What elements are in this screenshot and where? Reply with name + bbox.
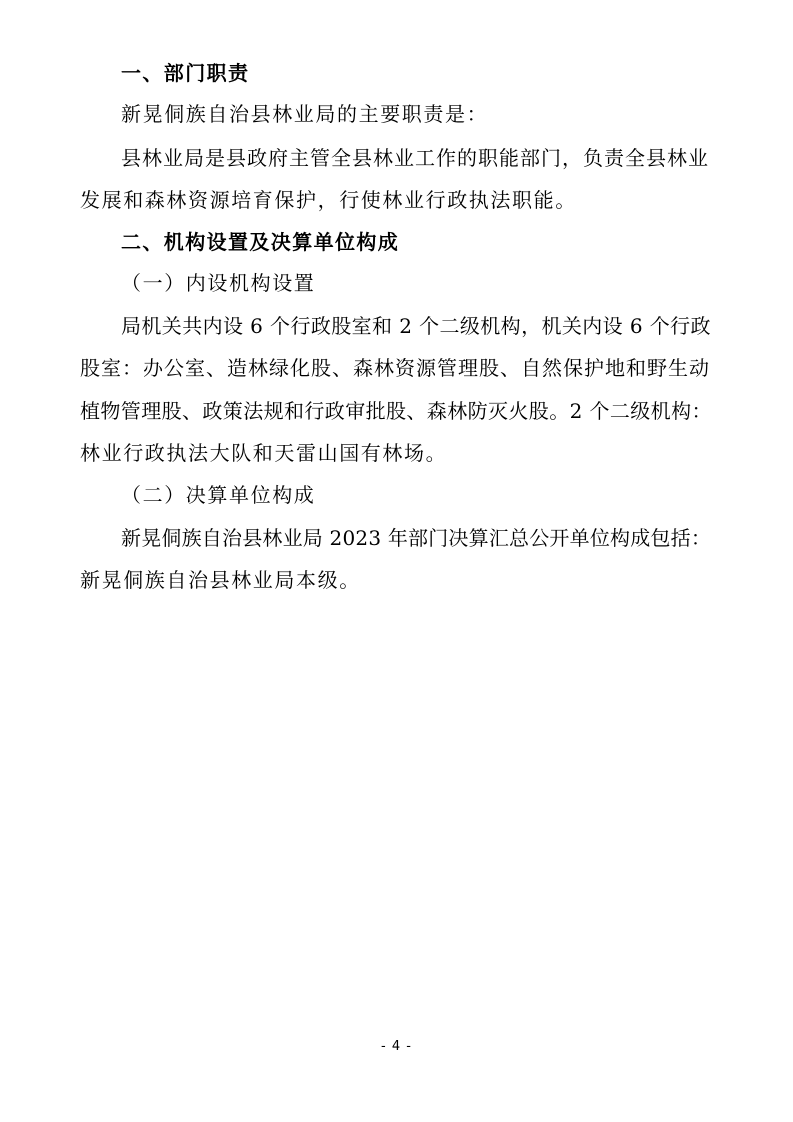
structure-paragraph-line: 植物管理股、政策法规和行政审批股、森林防灭火股。2 个二级机构： (80, 399, 712, 423)
structure-paragraph-line: 局机关共内设 6 个行政股室和 2 个二级机构，机关内设 6 个行政 (121, 314, 711, 338)
structure-paragraph-line: 股室：办公室、造林绿化股、森林资源管理股、自然保护地和野生动 (80, 356, 710, 380)
subsection-heading-internal-structure: （一）内设机构设置 (121, 271, 316, 295)
duties-paragraph-line: 县林业局是县政府主管全县林业工作的职能部门，负责全县林业 (121, 146, 709, 170)
budget-units-paragraph-line: 新晃侗族自治县林业局本级。 (80, 568, 361, 592)
page-number: - 4 - (381, 1039, 412, 1054)
structure-paragraph-line: 林业行政执法大队和天雷山国有林场。 (80, 441, 448, 465)
section-heading-organization: 二、机构设置及决算单位构成 (121, 230, 400, 254)
section-heading-department-duties: 一、部门职责 (121, 61, 250, 85)
subsection-heading-budget-units: （二）决算单位构成 (121, 483, 316, 507)
duties-intro-paragraph: 新晃侗族自治县林业局的主要职责是： (121, 102, 489, 126)
budget-units-paragraph-line: 新晃侗族自治县林业局 2023 年部门决算汇总公开单位构成包括： (121, 526, 712, 550)
duties-paragraph-line: 发展和森林资源培育保护，行使林业行政执法职能。 (80, 188, 577, 212)
